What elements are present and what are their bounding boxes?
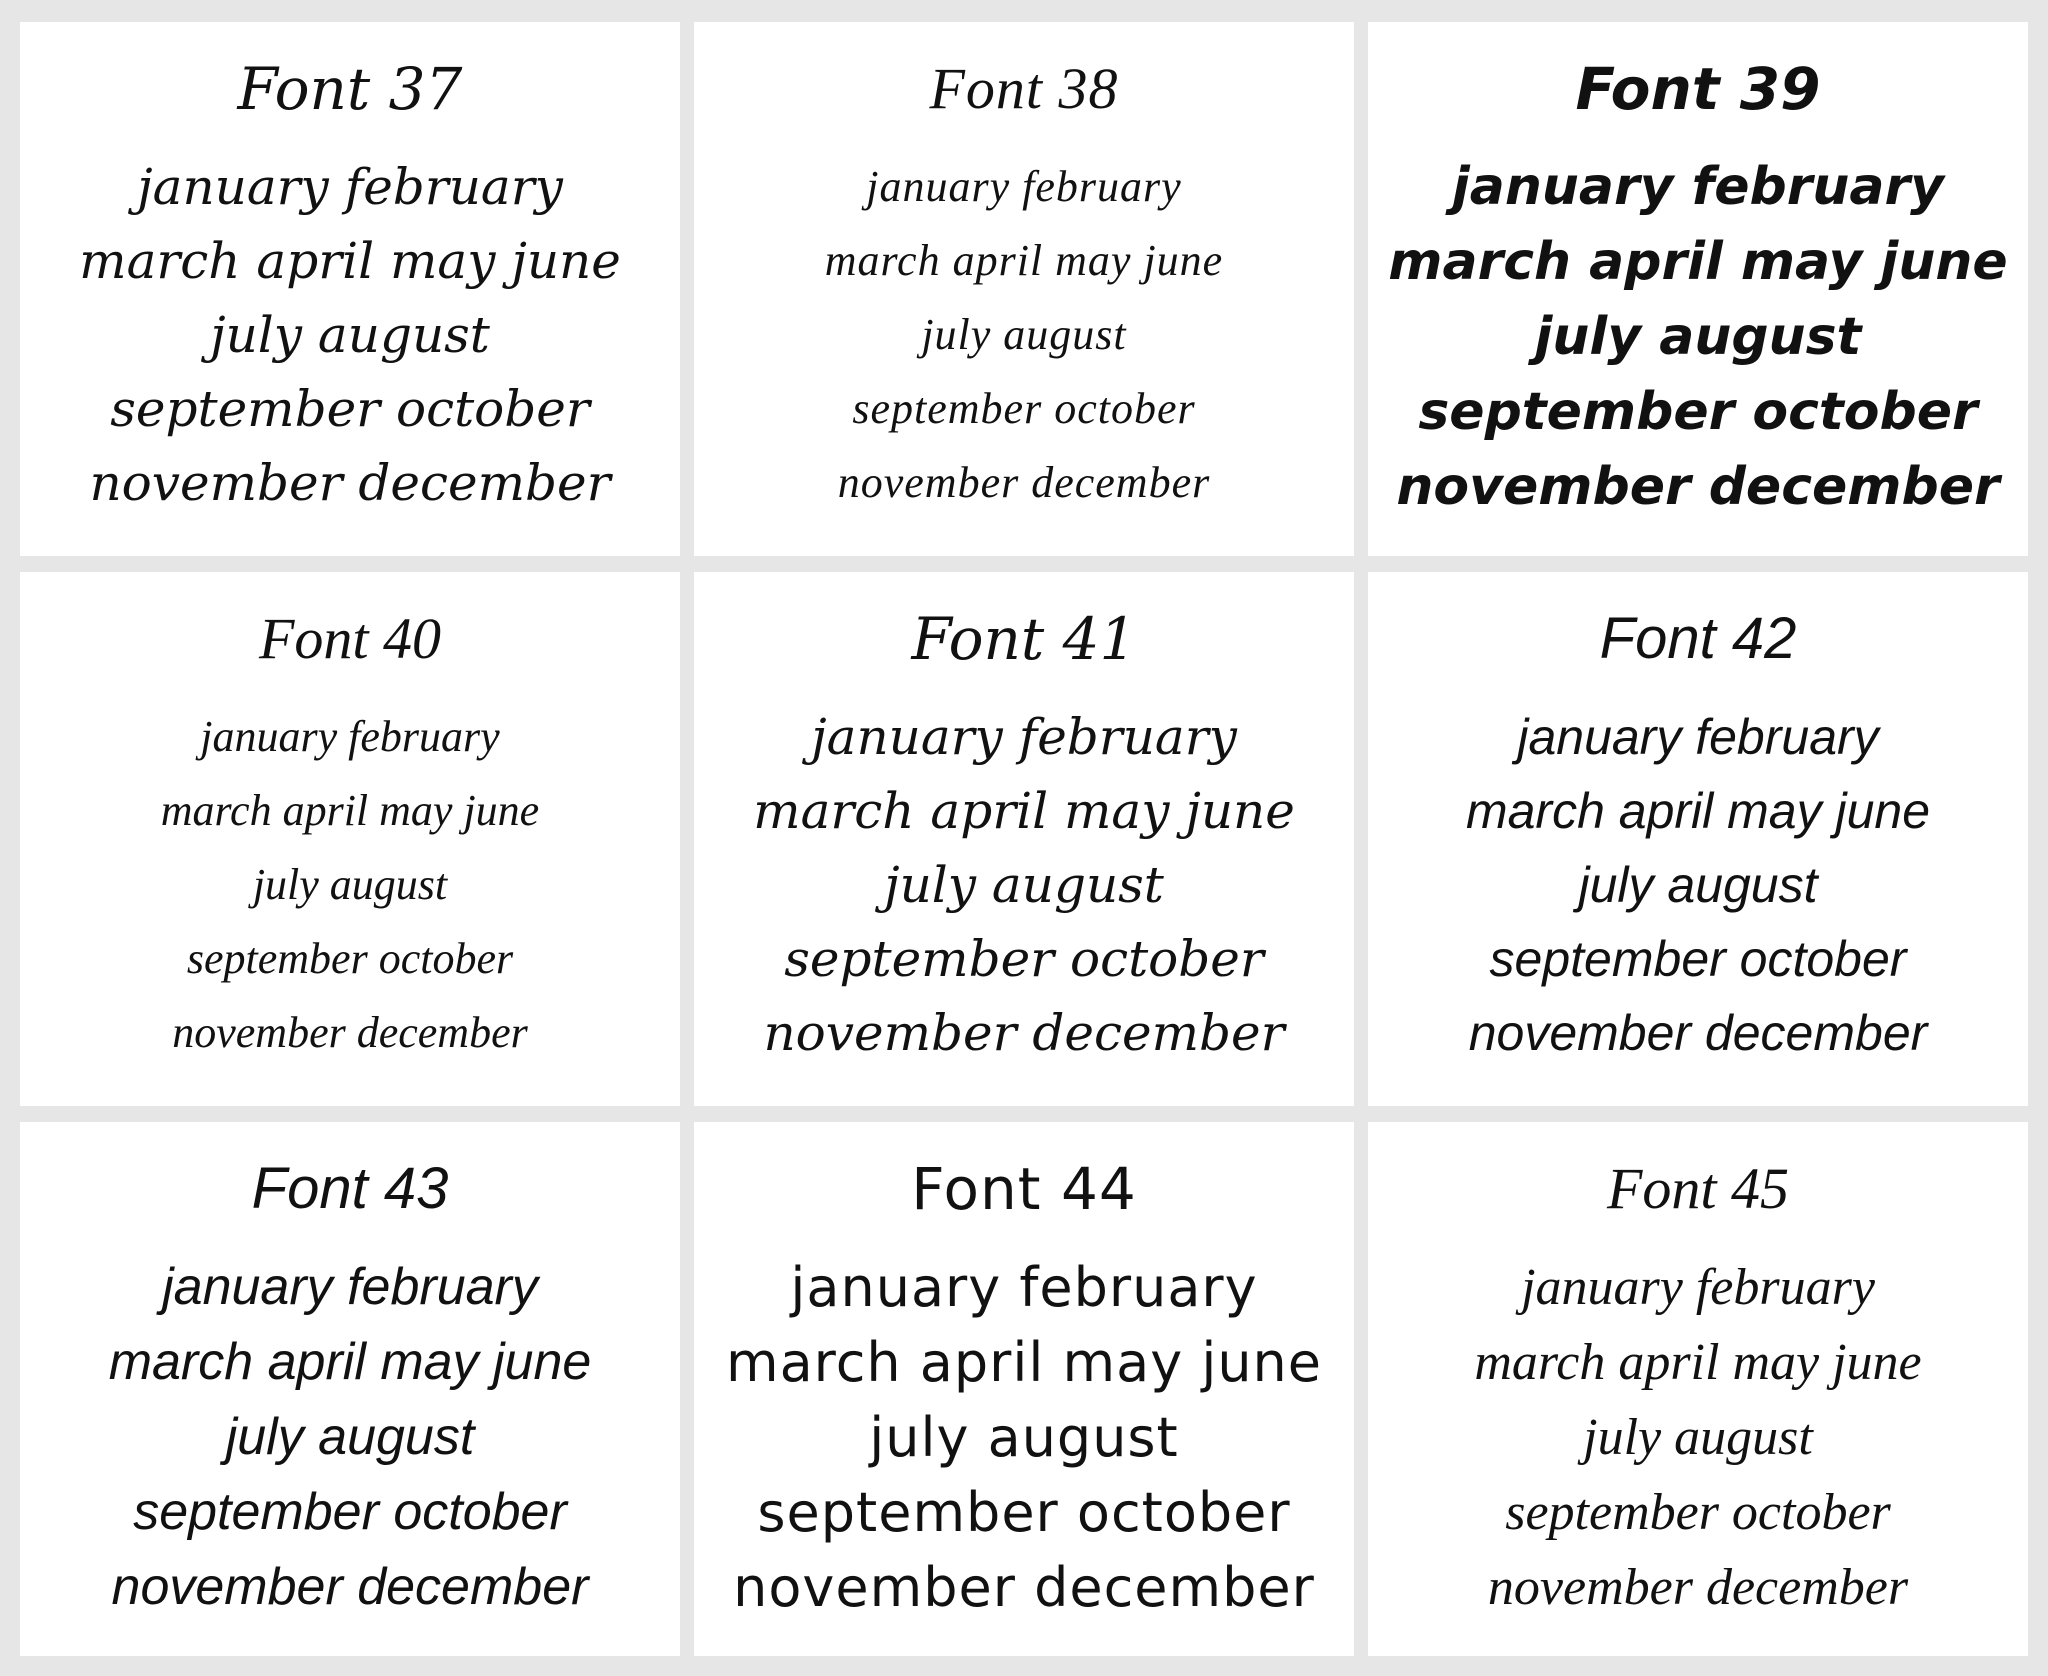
font-card-38 (694, 22, 1354, 556)
font-sample-lines (694, 150, 1354, 520)
font-sample-line: january february (137, 158, 563, 216)
font-card-41 (694, 572, 1354, 1106)
font-sample-line: july august (921, 310, 1127, 359)
font-sample-line: january february (1451, 157, 1945, 217)
font-sample-grid (20, 22, 2028, 1656)
font-card-title: Font 39 (1575, 55, 1821, 123)
font-sample-line: july august (225, 1408, 475, 1466)
font-sample-lines (694, 700, 1354, 1070)
font-sample-lines (1368, 700, 2028, 1070)
font-sample-line: march april may june (79, 232, 621, 290)
font-card-title: Font 42 (1599, 606, 1797, 671)
font-sample-line: september october (186, 934, 514, 983)
font-card-title: Font 38 (929, 56, 1119, 121)
font-sample-line: january february (1517, 709, 1879, 765)
font-sample-lines (694, 1250, 1354, 1625)
font-sample-lines (20, 700, 680, 1070)
font-sample-line: march april may june (725, 1331, 1323, 1394)
font-sample-line: january february (162, 1258, 538, 1316)
font-card-40 (20, 572, 680, 1106)
font-sample-line: september october (784, 930, 1264, 988)
font-sample-line: july august (1534, 307, 1862, 367)
font-sample-line: march april may june (753, 782, 1295, 840)
font-sample-line: january february (790, 1256, 1258, 1319)
font-sample-line: september october (1489, 931, 1907, 987)
font-sample-line: january february (1521, 1259, 1875, 1316)
font-card-title: Font 45 (1606, 1156, 1790, 1221)
font-sample-line: march april may june (1474, 1334, 1922, 1391)
font-sample-line: november december (89, 454, 611, 512)
font-sample-line: november december (733, 1556, 1315, 1619)
font-sample-line: july august (1583, 1409, 1813, 1466)
font-sample-line: january february (866, 162, 1182, 211)
font-sample-line: january february (200, 712, 500, 761)
font-card-44 (694, 1122, 1354, 1656)
font-sample-line: september october (110, 380, 590, 438)
font-sample-line: november december (763, 1004, 1285, 1062)
font-sample-line: july august (869, 1406, 1179, 1469)
font-card-title: Font 44 (911, 1155, 1137, 1223)
font-sample-line: september october (133, 1483, 567, 1541)
font-sample-line: march april may june (108, 1333, 592, 1391)
font-sample-line: november december (111, 1558, 589, 1616)
font-card-39 (1368, 22, 2028, 556)
font-card-title: Font 43 (251, 1156, 449, 1221)
font-sample-lines (20, 150, 680, 520)
font-sample-line: march april may june (1465, 783, 1931, 839)
font-card-42 (1368, 572, 2028, 1106)
font-sample-line: september october (852, 384, 1196, 433)
font-sample-line: july august (210, 306, 490, 364)
font-sample-lines (1368, 150, 2028, 525)
font-sample-line: november december (837, 458, 1211, 507)
font-card-37 (20, 22, 680, 556)
font-sample-line: september october (1505, 1484, 1891, 1541)
font-card-title: Font 37 (237, 55, 463, 123)
font-sample-line: november december (172, 1008, 528, 1057)
font-sample-line: november december (1487, 1559, 1909, 1616)
font-sample-line: march april may june (1388, 232, 2008, 292)
font-card-title: Font 40 (258, 606, 442, 671)
font-sample-lines (20, 1250, 680, 1625)
font-sample-line: march april may june (824, 236, 1224, 285)
font-card-43 (20, 1122, 680, 1656)
font-sample-lines (1368, 1250, 2028, 1625)
font-sample-line: september october (1418, 382, 1978, 442)
font-card-45 (1368, 1122, 2028, 1656)
font-sample-line: july august (1578, 857, 1818, 913)
font-sample-line: january february (811, 708, 1237, 766)
font-sample-line: november december (1396, 457, 2000, 517)
font-card-title: Font 41 (911, 605, 1137, 673)
font-sample-line: september october (757, 1481, 1291, 1544)
font-sample-line: july august (884, 856, 1164, 914)
font-sample-line: july august (252, 860, 448, 909)
font-sample-line: november december (1468, 1005, 1928, 1061)
font-sample-line: march april may june (160, 786, 540, 835)
